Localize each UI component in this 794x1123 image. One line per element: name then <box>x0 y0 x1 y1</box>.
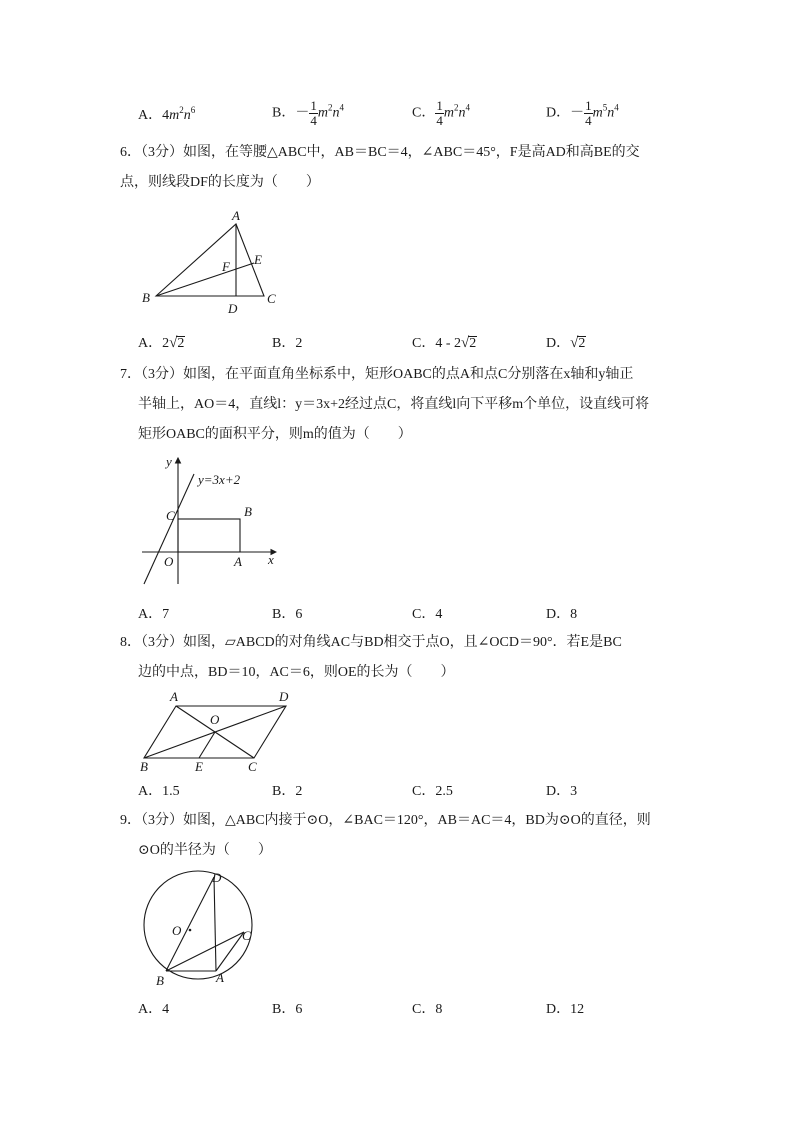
q7-stem-line2: 半轴上，AO＝4，直线l：y＝3x+2经过点C，将直线l向下平移m个单位，设直线可将 <box>138 397 650 412</box>
q8-stem-line1: 8．（3分）如图，▱ABCD的对角线AC与BD相交于点O，且∠OCD＝90°．若E是BC <box>120 635 622 650</box>
center-point <box>189 929 192 932</box>
circle-o <box>144 871 252 979</box>
sqrt-icon: √ <box>169 335 178 351</box>
sqrt-icon: √ <box>570 335 579 351</box>
q5-option-d: D．－ $\frac{1}{4}$ $m^5n^4$ <box>546 98 619 128</box>
fraction: $\frac{1}{4}$ <box>310 98 317 128</box>
label-y: y <box>166 454 172 469</box>
segment-ac <box>216 932 244 971</box>
q9-option-d: D．12 <box>546 1002 585 1017</box>
q7-option-a: A．7 <box>138 607 170 622</box>
q6-option-b: B．2 <box>272 336 303 351</box>
q6-figure <box>136 206 286 318</box>
label-d: D <box>228 301 238 316</box>
q6-option-c: C．4 - 2√2 <box>412 335 477 351</box>
q8-option-a: A．1.5 <box>138 784 180 799</box>
q6-option-a: A．2√2 <box>138 335 185 351</box>
fraction: $\frac{1}{4}$ <box>436 98 443 128</box>
label-f: F <box>222 259 230 274</box>
q9-stem-line1: 9．（3分）如图，△ABC内接于⊙O，∠BAC＝120°，AB＝AC＝4，BD为⊙O的直径，则 <box>120 813 651 828</box>
q5-option-c: C． $\frac{1}{4}$ $m^2n^4$ <box>412 98 470 128</box>
fraction: $\frac{1}{4}$ <box>585 98 592 128</box>
q7-figure <box>136 454 284 588</box>
q9-stem-line2: ⊙O的半径为（ ） <box>138 843 272 858</box>
q5-option-b: B．－ $\frac{1}{4}$ $m^2n^4$ <box>272 98 344 128</box>
rectangle-oabc <box>178 519 240 552</box>
q8-option-c: C．2.5 <box>412 784 453 799</box>
label-b: B <box>140 759 148 774</box>
label-c: C <box>267 291 276 306</box>
q9-figure <box>136 868 262 990</box>
label-d: D <box>212 870 222 885</box>
label-c: C <box>242 928 251 943</box>
label-b: B <box>142 290 150 305</box>
q7-stem-line3: 矩形OABC的面积平分，则m的值为（ ） <box>138 427 412 442</box>
q9-option-a: A．4 <box>138 1002 170 1017</box>
q5-option-a: A．$4m^2n^6$ <box>138 105 196 123</box>
label-x: x <box>268 552 274 567</box>
label-c: C <box>166 508 175 523</box>
q7-option-d: D．8 <box>546 607 578 622</box>
label-o: O <box>172 923 182 938</box>
q9-option-c: C．8 <box>412 1002 443 1017</box>
label-b: B <box>244 504 252 519</box>
q6-option-d: D．√2 <box>546 335 586 351</box>
q6-stem-line1: 6．（3分）如图，在等腰△ABC中，AB＝BC＝4，∠ABC＝45°，F是高AD和高BE的交 <box>120 145 640 160</box>
q9-option-b: B．6 <box>272 1002 303 1017</box>
label-a: A <box>170 689 178 704</box>
segment-oe <box>199 732 215 758</box>
q8-figure <box>136 688 298 774</box>
label-a: A <box>234 554 242 569</box>
label-e: E <box>254 252 262 267</box>
q7-option-c: C．4 <box>412 607 443 622</box>
label-d: D <box>279 689 289 704</box>
label-o: O <box>210 712 220 727</box>
label-a: A <box>232 208 240 223</box>
triangle-abc <box>156 224 264 296</box>
q8-option-d: D．3 <box>546 784 578 799</box>
label-e: E <box>195 759 203 774</box>
q7-stem-line1: 7．（3分）如图，在平面直角坐标系中，矩形OABC的点A和点C分别落在x轴和y轴正 <box>120 367 634 382</box>
altitude-be <box>156 263 254 296</box>
q8-option-b: B．2 <box>272 784 303 799</box>
q7-option-b: B．6 <box>272 607 303 622</box>
label-c: C <box>248 759 257 774</box>
q6-stem-line2: 点，则线段DF的长度为（ ） <box>120 175 320 190</box>
label-a: A <box>216 970 224 985</box>
q8-stem-line2: 边的中点，BD＝10，AC＝6，则OE的长为（ ） <box>138 665 455 680</box>
segment-ad <box>214 877 216 971</box>
label-line: y=3x+2 <box>198 472 241 487</box>
label-o: O <box>164 554 174 569</box>
label-b: B <box>156 973 164 988</box>
sqrt-icon: √ <box>461 335 470 351</box>
